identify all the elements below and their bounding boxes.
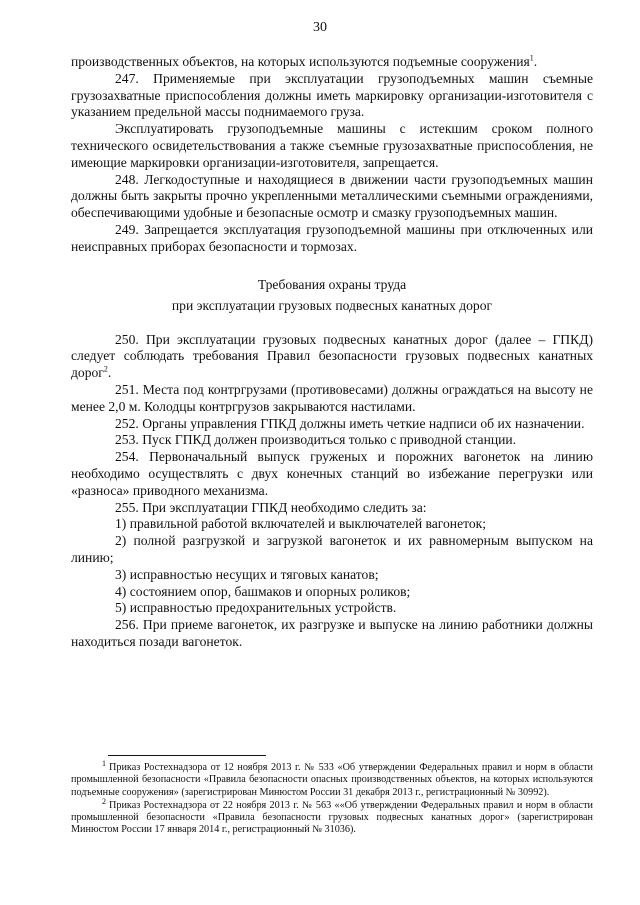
list-item: 3) исправностью несущих и тяговых канатов; bbox=[115, 566, 379, 582]
paragraph: 247. Применяемые при эксплуатации грузоподъемных машин съемные грузозахватные приспособления должны иметь маркировку организации-изготовителя с указанием предельной массы поднимаемого груза. bbox=[71, 70, 593, 120]
paragraph: 255. При эксплуатации ГПКД необходимо следить за: bbox=[115, 499, 427, 515]
footnote-ref[interactable]: 1 bbox=[529, 53, 534, 63]
paragraph: 250. При эксплуатации грузовых подвесных канатных дорог (далее – ГПКД) следует соблюдать требования Правил безопасности грузовых подвесных канатных дорог$^2$. bbox=[71, 331, 593, 381]
document-body bbox=[71, 54, 593, 651]
section-heading-line1: Требования охраны труда bbox=[257, 276, 407, 292]
list-item: 2) полной разгрузкой и загрузкой вагонеток и их равномерным выпуском на линию; bbox=[71, 533, 593, 565]
footnote-ref[interactable]: 2 bbox=[103, 364, 108, 374]
paragraph: 251. Места под контргрузами (противовесами) должны ограждаться на высоту не менее 2,0 м. Колодцы контргрузов закрываются настилами. bbox=[71, 381, 593, 414]
section-heading bbox=[71, 274, 593, 316]
paragraph: 254. Первоначальный выпуск груженых и порожних вагонеток на линию необходимо осуществлять с двух конечных станций во избежание перегрузки или «разноса» приводного механизма. bbox=[71, 449, 593, 498]
footnote: $^2$ Приказ Ростехнадзора от 22 ноября 2013 г. № 563 ««Об утверждении Федеральных правил и норм в области промышленной безопасности «Правила безопасности грузовых подвесных канатных дорог» (зарегистрирован Минюстом России 17 января 2014 г., регистрационный № 31036). bbox=[71, 796, 593, 836]
section-heading-line2: при эксплуатации грузовых подвесных канатных дорог bbox=[171, 297, 493, 313]
paragraph: производственных объектов, на которых используются подъемные сооружения$^1$. bbox=[71, 53, 538, 69]
paragraph: 253. Пуск ГПКД должен производиться только с приводной станции. bbox=[115, 432, 517, 448]
footnote-mark: 1 bbox=[102, 758, 106, 768]
paragraph: Эксплуатировать грузоподъемные машины с истекшим сроком полного технического освидетельствования а также съемные грузозахватные приспособления, не имеющие маркировки организации-изготовителя, запрещается. bbox=[71, 121, 593, 170]
paragraph: 248. Легкодоступные и находящиеся в движении части грузоподъемных машин должны быть закрыты прочно укрепленными металлическими съемными ограждениями, обеспечивающими удобные и безопасные осмотр и смазку грузоподъемных машин. bbox=[71, 171, 593, 221]
footnote: $^1$ Приказ Ростехнадзора от 12 ноября 2013 г. № 533 «Об утверждении Федеральных правил и норм в области промышленной безопасности «Правила безопасности опасных производственных объектов, на которых используются подъемные сооружения» (зарегистрирован Минюстом России 31 декабря 2013 г., регистрационный № 30992). bbox=[71, 758, 593, 798]
list-item: 4) состоянием опор, башмаков и опорных роликов; bbox=[115, 583, 411, 599]
page-number: 30 bbox=[313, 20, 327, 35]
list-item: 1) правильной работой включателей и выключателей вагонеток; bbox=[115, 516, 487, 532]
footnotes bbox=[71, 758, 593, 838]
paragraph: 249. Запрещается эксплуатация грузоподъемной машины при отключенных или неисправных приборах безопасности и тормозах. bbox=[71, 221, 593, 254]
footnote-mark: 2 bbox=[102, 796, 106, 806]
paragraph: 256. При приеме вагонеток, их разгрузке и выпуске на линию работники должны находиться позади вагонеток. bbox=[71, 617, 593, 649]
paragraph: 252. Органы управления ГПКД должны иметь четкие надписи об их назначении. bbox=[115, 415, 585, 431]
footnote-divider bbox=[108, 755, 266, 756]
list-item: 5) исправностью предохранительных устройств. bbox=[115, 600, 397, 616]
